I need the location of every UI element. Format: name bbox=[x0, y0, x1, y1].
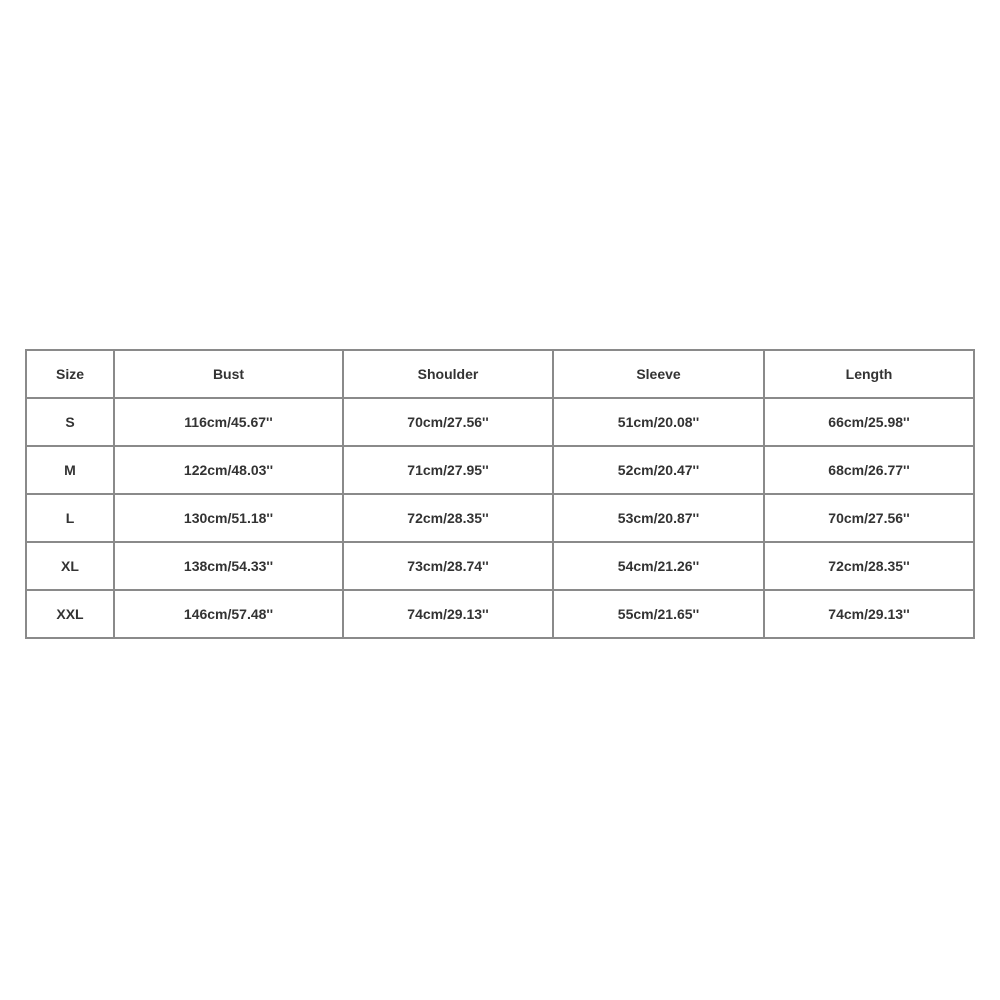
cell-bust: 138cm/54.33'' bbox=[114, 542, 343, 590]
header-size: Size bbox=[26, 350, 114, 398]
cell-shoulder: 70cm/27.56'' bbox=[343, 398, 553, 446]
cell-sleeve: 54cm/21.26'' bbox=[553, 542, 764, 590]
cell-sleeve: 55cm/21.65'' bbox=[553, 590, 764, 638]
cell-sleeve: 52cm/20.47'' bbox=[553, 446, 764, 494]
cell-shoulder: 71cm/27.95'' bbox=[343, 446, 553, 494]
table-row bbox=[26, 446, 974, 494]
table-row bbox=[26, 542, 974, 590]
cell-length: 70cm/27.56'' bbox=[764, 494, 974, 542]
cell-length: 68cm/26.77'' bbox=[764, 446, 974, 494]
cell-bust: 130cm/51.18'' bbox=[114, 494, 343, 542]
header-length: Length bbox=[764, 350, 974, 398]
cell-shoulder: 72cm/28.35'' bbox=[343, 494, 553, 542]
cell-shoulder: 73cm/28.74'' bbox=[343, 542, 553, 590]
header-shoulder: Shoulder bbox=[343, 350, 553, 398]
cell-bust: 122cm/48.03'' bbox=[114, 446, 343, 494]
table-row bbox=[26, 494, 974, 542]
cell-length: 74cm/29.13'' bbox=[764, 590, 974, 638]
table-row bbox=[26, 590, 974, 638]
cell-size: S bbox=[26, 398, 114, 446]
cell-size: M bbox=[26, 446, 114, 494]
table-header-row bbox=[26, 350, 974, 398]
size-chart-table bbox=[25, 349, 975, 639]
header-bust: Bust bbox=[114, 350, 343, 398]
cell-sleeve: 53cm/20.87'' bbox=[553, 494, 764, 542]
cell-bust: 116cm/45.67'' bbox=[114, 398, 343, 446]
cell-size: XL bbox=[26, 542, 114, 590]
cell-sleeve: 51cm/20.08'' bbox=[553, 398, 764, 446]
cell-bust: 146cm/57.48'' bbox=[114, 590, 343, 638]
cell-size: L bbox=[26, 494, 114, 542]
cell-size: XXL bbox=[26, 590, 114, 638]
header-sleeve: Sleeve bbox=[553, 350, 764, 398]
cell-length: 72cm/28.35'' bbox=[764, 542, 974, 590]
cell-shoulder: 74cm/29.13'' bbox=[343, 590, 553, 638]
table-row bbox=[26, 398, 974, 446]
cell-length: 66cm/25.98'' bbox=[764, 398, 974, 446]
